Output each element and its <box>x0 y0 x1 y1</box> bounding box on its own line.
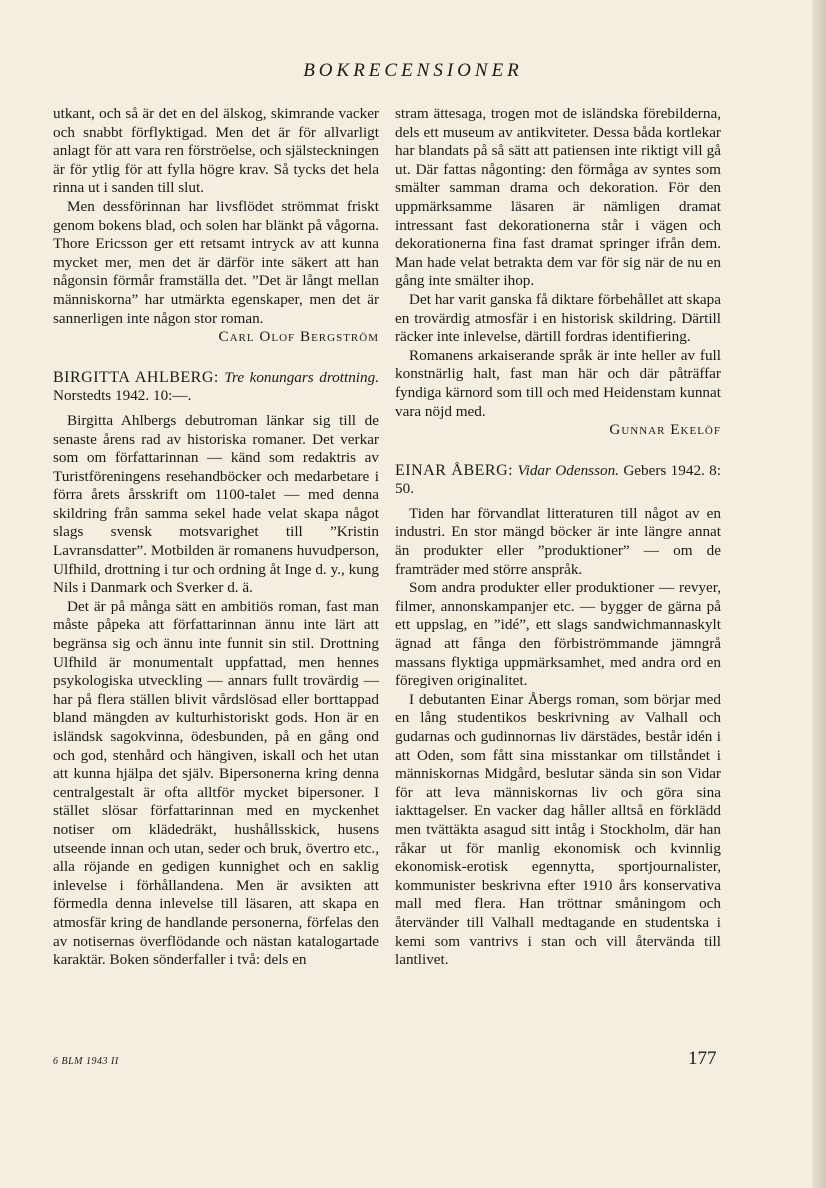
review-publisher: Norstedts 1942. 10:—. <box>53 387 192 405</box>
paragraph: Tiden har förvandlat litteraturen till något av en industri. En stor mängd böcker är inte längre annat än produkter eller ”produktioner” — om de framträder med större anspråk. <box>395 504 721 578</box>
reviewer-signature: Carl Olof Bergström <box>218 328 379 346</box>
review-heading <box>53 369 379 406</box>
right-column <box>395 105 721 970</box>
signature-mark: 6 BLM 1943 II <box>53 1056 119 1067</box>
paragraph: Birgitta Ahlbergs debutroman länkar sig till de senaste årens rad av historiska romaner. Det verkar som om författarinnan — känd som redaktris av Turistföreningens resehandböcker och medarbetare i förra årets årsskrift om 1100-talet — med denna skildring från samma sekel hade velat skapa något slags svensk motsvarighet till ”Kristin Lavransdatter”. Motbilden är romanens huvudperson, Ulfhild, drottning i tur och ordning åt Inge d. y., kung Nils i Danmark och Sverker d. ä. <box>53 411 379 597</box>
page-header: BOKRECENSIONER <box>303 60 523 81</box>
reviewer-signature: Gunnar Ekelöf <box>609 421 721 439</box>
paragraph: utkant, och så är det en del älskog, skimrande vacker och snabbt förflyktigad. Men det är för allvarligt anlagt för att vara ren förströelse, och själsteckningen är för ytlig för att fylla högre krav. Så tycks det hela rinna ut i sanden till slut. <box>53 105 379 197</box>
review-publisher: Gebers 1942. 8: 50. <box>395 461 721 498</box>
paragraph: Det har varit ganska få diktare förbehållet att skapa en trovärdig atmosfär i en historisk skildring. Därtill räcker inte inlevelse, därtill fordras identifiering. <box>395 290 721 346</box>
left-column <box>53 105 379 970</box>
review-book-title: Vidar Odensson. <box>517 461 619 479</box>
paragraph: stram ättesaga, trogen mot de isländska förebilderna, dels ett museum av antikviteter. Dessa båda kortlekar har blandats på så sätt att patiensen inte riktigt vill gå ut. Där fattas någonting: den förmåga av syntes som smälter samman drama och dekoration. För den uppmärksamme läsaren är nämligen dramat intressant fast dekorationerna står i vägen och dekorationerna fina fast dramat springer ifrån dem. Man hade velat betrakta dem var för sig när de nu en gång inte smälter ihop. <box>395 105 721 290</box>
paragraph: Romanens arkaiserande språk är inte heller av full konstnärlig halt, fast man här och där påträffar fyndiga kärnord som till och med Heidenstam kunnat vara nöjd med. <box>395 346 721 420</box>
paragraph: Men dessförinnan har livsflödet strömmat friskt genom bokens blad, och solen har blänkt på vågorna. Thore Ericsson ger ett retsamt intryck av att kunna mycket mer, men det är därför inte säkert att han någonsin förmår framställa det. ”Det är långt mellan människorna” har utmärkta egenskaper, men det är sannerligen inte någon stor roman. <box>53 197 379 327</box>
review-author: EINAR ÅBERG: <box>395 461 514 479</box>
paragraph: Som andra produkter eller produktioner — revyer, filmer, annonskampanjer etc. — bygger de gärna på ett uppslag, en ”idé”, ett slags sandwichmannaskylt ägnad att fånga den förbiströmmande jämngrå massans flyktiga uppmärksamhet, med andra ord en föregiven originalitet. <box>395 579 721 690</box>
review-heading <box>395 462 721 499</box>
paragraph: I debutanten Einar Åbergs roman, som börjar med en lång studentikos beskrivning av Valhall och gudarnas och gudinnornas liv därstädes, består idén i att Oden, som fått sina misstankar om tillståndet i människornas Midgård, beslutar sända sin son Vidar för att leva människornas liv och göra sina iakttagelser. En vacker dag håller alltså en förklädd men tvättäkta asagud sitt intåg i Stockholm, där han råkar ut för manlig ekonomisk och kvinnlig ekonomisk-erotisk egennytta, sportjournalister, kommunister beskrivna efter 1910 års konservativa mall med flera. Han tröttnar småningom och återvänder till Valhall medtagande en studentska i kemi som vantrivs i stan och vill återvända till lantlivet. <box>395 690 721 969</box>
paragraph: Det är på många sätt en ambitiös roman, fast man måste påpeka att författarinnan ännu inte lärt att begränsa sig och ännu inte funnit sin stil. Drottning Ulfhild är monumentalt uppfattad, men hennes psykologiska utveckling — annars fullt trovärdig — har på flera ställen blivit vårdslösad eller borttappad bland mängden av kulturhistoriskt gods. Hon är en isländsk sagokvinna, ödesbunden, på en gång ond och god, stenhård och hängiven, iskall och het utan att kunna hjälpa det själv. Bipersonerna kring denna centralgestalt är ofta alltför mycket bipersoner. I stället slösar författarinnan med en myckenhet notiser om klädedräkt, hushållsskick, husens utseende innan och utan, seder och bruk, övertro etc., alla röjande en gedigen kunnighet och en saklig inlevelse i förhållandena. Men är avsikten att förmedla denna inlevelse till läsaren, att skapa en atmosfär kring de handlande personerna, förfelas den av notisernas överflödande och nästan katalogartade karaktär. Boken sönderfaller i två: dels en <box>53 597 379 969</box>
review-author: BIRGITTA AHLBERG: <box>53 368 219 386</box>
page-number: 177 <box>688 1048 717 1069</box>
page-edge-shadow <box>812 0 826 1188</box>
review-book-title: Tre konungars drottning. <box>224 368 380 386</box>
